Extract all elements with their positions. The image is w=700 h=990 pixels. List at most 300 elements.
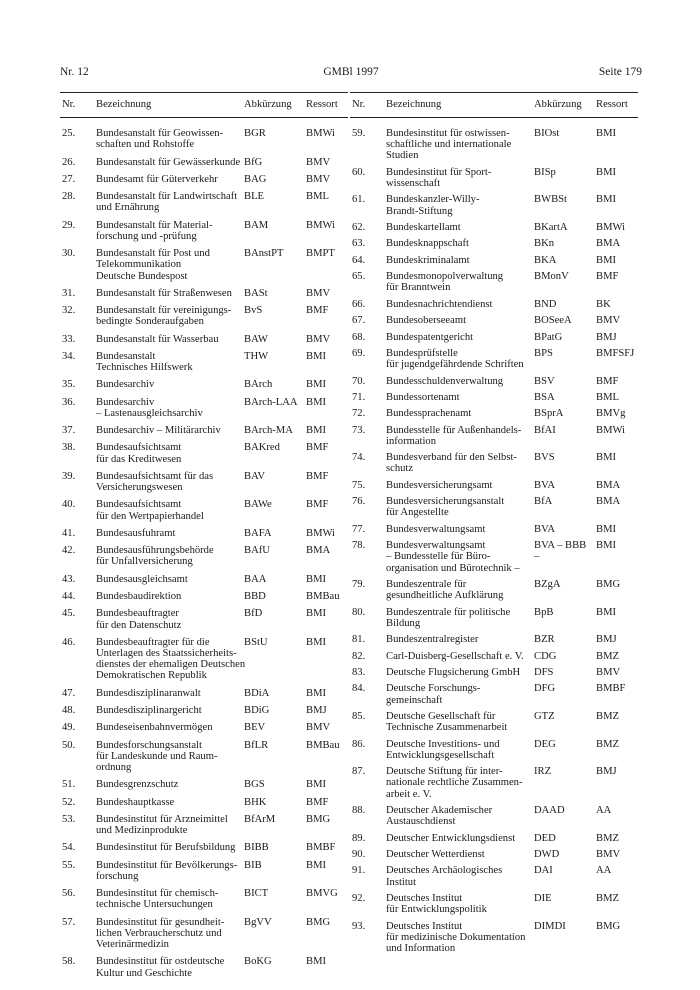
entry-name-line: Bundesbaudirektion	[96, 591, 182, 603]
entry-abbreviation: BICT	[244, 888, 269, 900]
table-row	[60, 471, 348, 493]
table-row	[60, 722, 348, 733]
header-abbr: Abkürzung	[244, 99, 292, 110]
table-row	[350, 408, 638, 419]
entry-ressort: BMJ	[306, 705, 327, 717]
entry-name	[96, 779, 243, 790]
entry-ressort: BMG	[306, 916, 331, 928]
entry-abbreviation: BAfU	[244, 545, 270, 557]
entry-name	[386, 921, 533, 955]
table-row	[60, 814, 348, 836]
entry-ressort: BMI	[306, 396, 327, 408]
entry-name-line: Technische Zusammenarbeit	[386, 722, 508, 734]
entry-name	[386, 271, 533, 293]
table-row	[350, 711, 638, 733]
entry-abbreviation: IRZ	[534, 766, 552, 778]
entry-abbreviation: BStU	[244, 636, 268, 648]
entry-name-line: information	[386, 435, 437, 447]
table-row	[350, 480, 638, 491]
entry-name-line: technische Untersuchungen	[96, 899, 213, 911]
table-row	[350, 194, 638, 216]
entry-name-line: Bundesinstitut für ostwissen-	[386, 128, 510, 139]
entry-abbreviation: BWBSt	[534, 194, 567, 206]
entry-number: 35.	[62, 379, 76, 391]
header-name: Bezeichnung	[386, 99, 442, 110]
entry-name-line: Deutscher Entwicklungsdienst	[386, 832, 516, 844]
entry-name-line: Technisches Hilfswerk	[96, 362, 193, 374]
header-name: Bezeichnung	[96, 99, 152, 110]
table-row	[60, 191, 348, 213]
entry-abbreviation: BKartA	[534, 221, 568, 233]
entry-number: 51.	[62, 779, 76, 791]
entry-name	[386, 540, 533, 574]
entry-name-line: Bundesverwaltungsamt	[386, 523, 486, 535]
entry-abbreviation: CDG	[534, 650, 557, 662]
entry-name-line: Bundesaufsichtsamt	[96, 442, 182, 454]
entry-name	[96, 956, 243, 978]
entry-ressort: BMI	[306, 608, 327, 620]
entry-number: 62.	[352, 221, 366, 233]
left-table	[60, 92, 348, 979]
entry-name	[96, 248, 243, 282]
table-row	[350, 452, 638, 474]
entry-ressort: BMV	[306, 722, 331, 734]
entry-abbreviation: BArch	[244, 379, 273, 391]
entry-ressort: BMF	[596, 271, 619, 283]
entry-abbreviation: BfG	[244, 156, 263, 168]
table-row	[350, 921, 638, 955]
entry-name-line: Bundesbeauftragter	[96, 608, 179, 620]
entry-name	[96, 545, 243, 567]
entry-number: 30.	[62, 248, 76, 260]
table-row	[60, 545, 348, 567]
entry-name-line: Bundeszentrale für politische	[386, 606, 511, 618]
entry-abbreviation: BAKred	[244, 442, 280, 454]
entry-name-line: Bundesschuldenverwaltung	[386, 375, 504, 387]
entry-name	[96, 397, 243, 419]
entry-ressort: BMJ	[596, 634, 617, 646]
entry-number: 47.	[62, 687, 76, 699]
entry-ressort: BMI	[306, 379, 327, 391]
entry-name-line: Bundesanstalt für Landwirtschaft	[96, 191, 238, 203]
entry-name	[96, 288, 243, 299]
entry-name-line: Deutsche Forschungs-	[386, 683, 481, 695]
entry-name-line: und Medizinprodukte	[96, 825, 188, 837]
entry-name-line: – Bundesstelle für Büro-	[386, 551, 491, 563]
entry-name	[96, 191, 243, 213]
entry-name-line: Bundesanstalt für Straßenwesen	[96, 287, 232, 299]
entry-name-line: Institut	[386, 876, 417, 888]
entry-abbreviation: BAFA	[244, 527, 272, 539]
entry-name	[386, 667, 533, 678]
table-row	[60, 637, 348, 682]
entry-name-line: Bundesanstalt für vereinigungs-	[96, 305, 232, 317]
table-row	[350, 579, 638, 601]
entry-ressort: AA	[596, 804, 612, 816]
table-row	[60, 174, 348, 185]
entry-name-line: arbeit e. V.	[386, 788, 432, 800]
journal-title: GMBl 1997	[323, 66, 379, 78]
entry-ressort: BMI	[306, 425, 327, 437]
entry-name-line: Bundesanstalt für Material-	[96, 219, 213, 231]
entry-number: 69.	[352, 347, 366, 359]
entry-name-line: wissenschaft	[386, 178, 441, 189]
entry-ressort: BMG	[596, 920, 621, 932]
entry-ressort: BMWi	[306, 219, 336, 231]
table-row	[350, 667, 638, 678]
entry-name	[96, 797, 243, 808]
entry-abbreviation: BfA	[534, 496, 553, 508]
entry-abbreviation: DIMDI	[534, 920, 566, 932]
entry-name-line: Deutsches Institut	[386, 892, 463, 904]
table-row	[60, 379, 348, 390]
entry-name	[96, 528, 243, 539]
entry-name-line: für jugendgefährdende Schriften	[386, 359, 524, 371]
entry-name	[386, 524, 533, 535]
entry-ressort: BMA	[596, 479, 621, 491]
entry-ressort: BML	[596, 391, 619, 403]
table-row	[350, 634, 638, 645]
entry-name	[96, 425, 243, 436]
right-table	[350, 92, 638, 954]
entry-name-line: gesundheitliche Aufklärung	[386, 590, 504, 602]
entry-ressort: BMBau	[306, 591, 340, 603]
entry-abbreviation: BPS	[534, 347, 553, 359]
entry-ressort: BMV	[306, 333, 331, 345]
entry-name-line: forschung	[96, 870, 139, 882]
entry-ressort: BMF	[306, 470, 329, 482]
entry-abbreviation: BVA	[534, 523, 556, 535]
entry-number: 43.	[62, 573, 76, 585]
entry-name	[386, 766, 533, 800]
entry-ressort: BMZ	[596, 738, 619, 750]
entry-name	[96, 636, 246, 682]
entry-name-line: Bundesnachrichtendienst	[386, 298, 493, 310]
table-body	[60, 128, 348, 979]
entry-abbreviation: DFG	[534, 683, 556, 695]
entry-number: 57.	[62, 916, 76, 928]
entry-abbreviation: BpB	[534, 606, 554, 618]
entry-number: 31.	[62, 287, 76, 299]
entry-ressort: BMBau	[306, 739, 340, 751]
entry-number: 48.	[62, 705, 76, 717]
entry-number: 32.	[62, 305, 76, 317]
entry-number: 42.	[62, 545, 76, 557]
entry-name	[386, 425, 533, 447]
table-row	[350, 392, 638, 403]
entry-abbreviation: BAG	[244, 173, 267, 185]
entry-name	[96, 705, 243, 716]
table-row	[350, 128, 638, 162]
table-row	[350, 167, 638, 189]
entry-name-line: Deutscher Wetterdienst	[386, 848, 485, 860]
table-row	[60, 499, 348, 521]
entry-ressort: BMFSFJ	[596, 347, 635, 359]
table-row	[60, 956, 348, 978]
entry-number: 65.	[352, 271, 366, 283]
entry-name-line: Bundespatentgericht	[386, 331, 474, 343]
entry-number: 63.	[352, 238, 366, 250]
entry-ressort: BMV	[596, 667, 621, 679]
entry-ressort: BMI	[596, 194, 617, 206]
table-body	[350, 128, 638, 954]
entry-number: 79.	[352, 579, 366, 591]
entry-abbreviation: BGR	[244, 128, 266, 139]
entry-number: 38.	[62, 442, 76, 454]
entry-number: 52.	[62, 796, 76, 808]
entry-name-line: Bundesgrenzschutz	[96, 779, 179, 791]
entry-number: 59.	[352, 128, 366, 139]
entry-name-line: Bundesausfuhramt	[96, 527, 176, 539]
entry-abbreviation: BZR	[534, 634, 555, 646]
entry-name-line: Bundesinstitut für chemisch-	[96, 888, 219, 900]
entry-ressort: BMF	[306, 442, 329, 454]
entry-ressort: BMI	[596, 606, 617, 618]
entry-name-line: Bundesarchiv	[96, 379, 155, 391]
table-row	[60, 157, 348, 168]
entry-ressort: BMPT	[306, 248, 335, 260]
table-row	[60, 351, 348, 373]
entry-name-line: für Entwicklungspolitik	[386, 904, 487, 916]
entry-number: 54.	[62, 842, 76, 854]
entry-number: 64.	[352, 254, 366, 266]
table-row	[350, 805, 638, 827]
entry-name-line: Bundesanstalt	[96, 350, 156, 362]
table-row	[350, 222, 638, 233]
entry-number: 81.	[352, 634, 366, 646]
entry-abbreviation: BVS	[534, 452, 555, 464]
entry-ressort: BMI	[306, 573, 327, 585]
entry-ressort: BMG	[596, 579, 621, 591]
entry-name-line: Bundesarchiv	[96, 396, 155, 408]
entry-name-line: Kultur und Geschichte	[96, 967, 192, 979]
entry-name-line: Austauschdienst	[386, 816, 456, 828]
entry-number: 86.	[352, 738, 366, 750]
entry-name	[96, 917, 243, 951]
entry-name-line: ordnung	[96, 762, 132, 774]
entry-number: 55.	[62, 859, 76, 871]
entry-number: 36.	[62, 396, 76, 408]
entry-number: 27.	[62, 173, 76, 185]
entry-abbreviation: BOSeeA	[534, 315, 572, 327]
entry-ressort: BMJ	[596, 331, 617, 343]
entry-number: 45.	[62, 608, 76, 620]
entry-name	[96, 499, 243, 521]
entry-name	[386, 452, 533, 474]
entry-abbreviation: BGS	[244, 779, 265, 791]
entry-name-line: Deutsche Stiftung für inter-	[386, 766, 503, 778]
table-row	[350, 255, 638, 266]
entry-name	[386, 865, 533, 887]
entry-name-line: für Branntwein	[386, 282, 451, 294]
entry-abbreviation: BSprA	[534, 408, 564, 420]
entry-name-line: Bundesverwaltungsamt	[386, 540, 486, 552]
entry-abbreviation: GTZ	[534, 711, 555, 722]
entry-number: 61.	[352, 194, 366, 206]
entry-name-line: Bundesinstitut für Arzneimittel	[96, 813, 228, 825]
entry-name	[96, 220, 243, 242]
table-row	[350, 332, 638, 343]
entry-name-line: Brandt-Stiftung	[386, 205, 453, 217]
entry-name	[96, 305, 243, 327]
entry-name-line: Bundeskriminalamt	[386, 254, 470, 266]
entry-name-line: Carl-Duisberg-Gesellschaft e. V.	[386, 650, 524, 662]
entry-abbreviation: BKA	[534, 254, 557, 266]
entry-abbreviation: BPatG	[534, 331, 563, 343]
entry-name	[386, 893, 533, 915]
page-header	[60, 66, 642, 80]
entry-name	[386, 194, 533, 216]
entry-abbreviation: DIE	[534, 892, 552, 904]
entry-abbreviation: BDiG	[244, 705, 270, 717]
entry-name-line: Bundeskanzler-Willy-	[386, 194, 480, 206]
entry-ressort: BMF	[306, 796, 329, 808]
entry-name	[386, 683, 533, 705]
entry-name	[96, 574, 243, 585]
entry-name	[386, 376, 533, 387]
entry-ressort: BMG	[306, 813, 331, 825]
entry-abbreviation: THW	[244, 350, 269, 362]
entry-name-line: Bundesanstalt für Post und	[96, 248, 210, 260]
entry-ressort: BMBF	[596, 683, 626, 695]
entry-name	[386, 607, 533, 629]
table-row	[350, 607, 638, 629]
entry-name	[96, 379, 243, 390]
entry-name	[96, 442, 243, 464]
table-row	[60, 248, 348, 282]
entry-name-line: Bundesstelle für Außenhandels-	[386, 424, 522, 436]
table-row	[350, 376, 638, 387]
entry-number: 77.	[352, 523, 366, 535]
entry-name	[96, 688, 243, 699]
entry-ressort: BMF	[306, 499, 329, 511]
entry-number: 40.	[62, 499, 76, 511]
entry-ressort: BMWi	[596, 221, 626, 233]
entry-abbreviation: BVA	[534, 479, 556, 491]
entry-name-line: Bundesknappschaft	[386, 238, 469, 250]
entry-name	[96, 334, 243, 345]
entry-name-line: Demokratischen Republik	[96, 670, 207, 682]
header-ressort: Ressort	[306, 99, 338, 110]
entry-name-line: Bildung	[386, 617, 421, 629]
entry-ressort: BMV	[306, 173, 331, 185]
entry-name	[96, 174, 243, 185]
table-row	[60, 705, 348, 716]
entry-number: 91.	[352, 865, 366, 877]
entry-ressort: BMA	[306, 545, 331, 557]
table-row	[350, 524, 638, 535]
entry-name-line: Bundesanstalt für Wasserbau	[96, 333, 219, 345]
entry-name	[386, 128, 533, 162]
entry-name-line: Bundesinstitut für Berufsbildung	[96, 842, 236, 854]
entry-name	[96, 722, 243, 733]
table-row	[350, 833, 638, 844]
entry-ressort: BMWi	[306, 128, 336, 139]
entry-ressort: BMA	[596, 238, 621, 250]
table-row	[60, 288, 348, 299]
entry-number: 89.	[352, 832, 366, 844]
entry-name	[386, 833, 533, 844]
entry-name-line: Deutsche Bundespost	[96, 270, 188, 282]
table-row	[60, 528, 348, 539]
entry-name-line: Bundesmonopolverwaltung	[386, 271, 504, 283]
entry-name	[386, 408, 533, 419]
entry-number: 58.	[62, 956, 76, 968]
entry-number: 28.	[62, 191, 76, 203]
entry-abbreviation: BAM	[244, 219, 269, 231]
entry-number: 74.	[352, 452, 366, 464]
entry-name-line: für den Datenschutz	[96, 619, 182, 631]
entry-ressort: BMZ	[596, 892, 619, 904]
entry-number: 33.	[62, 333, 76, 345]
entry-ressort: BMI	[596, 540, 617, 552]
entry-number: 60.	[352, 166, 366, 178]
entry-ressort: BMI	[596, 452, 617, 464]
table-row	[350, 893, 638, 915]
table-row	[60, 917, 348, 951]
entry-name-line: und Information	[386, 942, 456, 954]
entry-abbreviation: BMonV	[534, 271, 569, 283]
entry-name-line: Deutsche Flugsicherung GmbH	[386, 667, 521, 679]
entry-number: 85.	[352, 711, 366, 722]
table-row	[60, 797, 348, 808]
entry-abbreviation: BHK	[244, 796, 267, 808]
entry-number: 93.	[352, 920, 366, 932]
entry-name-line: Bundesausgleichsamt	[96, 573, 188, 585]
entry-ressort: BMVg	[596, 408, 626, 420]
entry-abbreviation: BAnstPT	[244, 248, 284, 260]
entry-abbreviation: BBD	[244, 591, 266, 603]
table-row	[350, 348, 638, 370]
entry-abbreviation: DED	[534, 832, 556, 844]
entry-name	[386, 496, 533, 518]
entry-ressort: BMI	[596, 523, 617, 535]
entry-name-line: für den Wertpapierhandel	[96, 510, 204, 522]
table-row	[350, 540, 638, 574]
entry-name	[386, 167, 533, 189]
entry-ressort: BMWi	[306, 527, 336, 539]
entry-abbreviation: BArch-LAA	[244, 396, 298, 408]
entry-abbreviation: BAV	[244, 470, 266, 482]
entry-name-line: gemeinschaft	[386, 694, 443, 706]
table-row	[60, 442, 348, 464]
entry-name-line: Unterlagen des Staatssicherheits-	[96, 648, 237, 660]
entry-number: 90.	[352, 848, 366, 860]
entry-abbreviation: BVA – BBB –	[534, 540, 587, 563]
entry-name-line: Versicherungswesen	[96, 482, 183, 494]
entry-name-line: Bundesinstitut für Bevölkerungs-	[96, 859, 238, 871]
table-row	[60, 688, 348, 699]
entry-ressort: BMVG	[306, 888, 338, 900]
entry-name	[96, 591, 243, 602]
table-header	[60, 92, 348, 118]
entry-name-line: Bundesforschungsanstalt	[96, 739, 202, 751]
entry-name-line: schaftliche und internationale	[386, 139, 512, 151]
entry-name-line: Bundesanstalt für Gewässerkunde	[96, 156, 241, 168]
entry-abbreviation: DAI	[534, 865, 553, 877]
entry-number: 53.	[62, 813, 76, 825]
entry-ressort: BMZ	[596, 832, 619, 844]
entry-number: 49.	[62, 722, 76, 734]
entry-name-line: Bundesdisziplinargericht	[96, 705, 202, 717]
entry-abbreviation: BIOst	[534, 128, 560, 139]
table-row	[350, 651, 638, 662]
entry-number: 50.	[62, 739, 76, 751]
entry-abbreviation: BIBB	[244, 842, 269, 854]
entry-number: 88.	[352, 804, 366, 816]
entry-number: 46.	[62, 636, 76, 648]
entry-name	[96, 471, 243, 493]
